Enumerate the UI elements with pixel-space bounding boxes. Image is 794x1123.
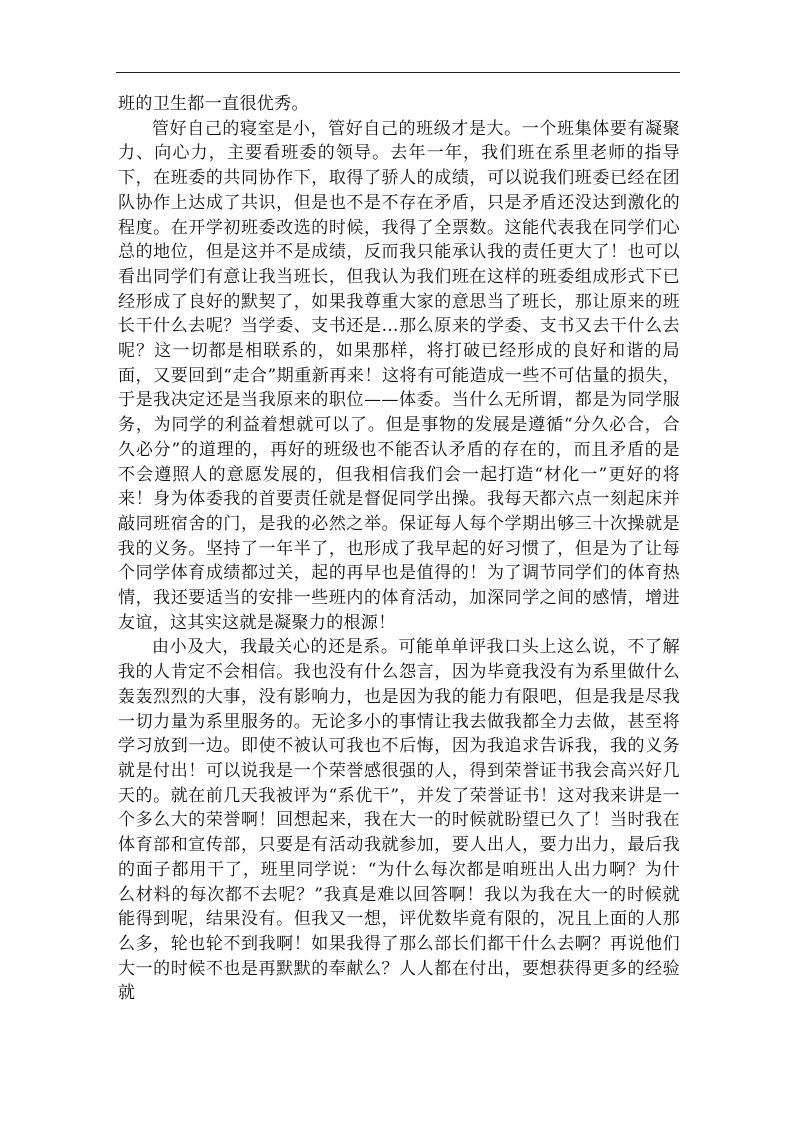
- body-text: [118, 92, 680, 1006]
- header-rule: [116, 72, 680, 73]
- paragraph-3: 由小及大，我最关心的还是系。可能单单评我口头上这么说，不了解我的人肯定不会相信。我也没有什么怨言，因为毕竟我没有为系里做什么轰轰烈烈的大事，没有影响力，也是因为我的能力有限吧，但是我是尽我一切力量为系里服务的。无论多小的事情让我去做我都全力去做，甚至将学习放到一边。即使不被认可我也不后悔，因为我追求告诉我，我的义务就是付出！可以说我是一个荣誉感很强的人，得到荣誉证书我会高兴好几天的。就在前几天我被评为“系优干”，并发了荣誉证书！这对我来讲是一个多么大的荣誉啊！回想起来，我在大一的时候就盼望已久了！当时我在体育部和宣传部，只要是有活动我就参加，要人出人，要力出力，最后我的面子都用干了，班里同学说：“为什么每次都是咱班出人出力啊？为什么材料的每次都不去呢？”我真是难以回答啊！我以为我在大一的时候就能得到呢，结果没有。但我又一想，评优数毕竟有限的，况且上面的人那么多，轮也轮不到我啊！如果我得了那么部长们都干什么去啊？再说他们大一的时候不也是再默默的奉献么？人人都在付出，要想获得更多的经验就: [118, 637, 680, 1004]
- paragraph-2: 管好自己的寝室是小，管好自己的班级才是大。一个班集体要有凝聚力、向心力，主要看班委的领导。去年一年，我们班在系里老师的指导下，在班委的共同协作下，取得了骄人的成绩，可以说我们班委已经在团队协作上达成了共识，但是也不是不存在矛盾，只是矛盾还没达到激化的程度。在开学初班委改选的时候，我得了全票数。这能代表我在同学们心总的地位，但是这并不是成绩，反而我只能承认我的责任更大了！也可以看出同学们有意让我当班长，但我认为我们班在这样的班委组成形式下已经形成了良好的默契了，如果我尊重大家的意思当了班长，那让原来的班长干什么去呢？当学委、支书还是…那么原来的学委、支书又去干什么去呢？这一切都是相联系的，如果那样，将打破已经形成的良好和谐的局面，又要回到“走合”期重新再来！这将有可能造成一些不可估量的损失，于是我决定还是当我原来的职位——体委。当什么无所谓，都是为同学服务，为同学的利益着想就可以了。但是事物的发展是遵循“分久必合，合久必分”的道理的，再好的班级也不能否认矛盾的存在的，而且矛盾的是不会遵照人的意愿发展的，但我相信我们会一起打造“材化一”更好的将来！身为体委我的首要责任就是督促同学出操。我每天都六点一刻起床并敲同班宿舍的门，是我的必然之举。保证每人每个学期出够三十次操就是我的义务。坚持了一年半了，也形成了我早起的好习惯了，但是为了让每个同学体育成绩都过关，起的再早也是值得的！为了调节同学们的体育热情，我还要适当的安排一些班内的体育活动，加深同学之间的感情，增进友谊，这其实这就是凝聚力的根源！: [118, 118, 680, 633]
- paragraph-1: 班的卫生都一直很优秀。: [118, 94, 309, 114]
